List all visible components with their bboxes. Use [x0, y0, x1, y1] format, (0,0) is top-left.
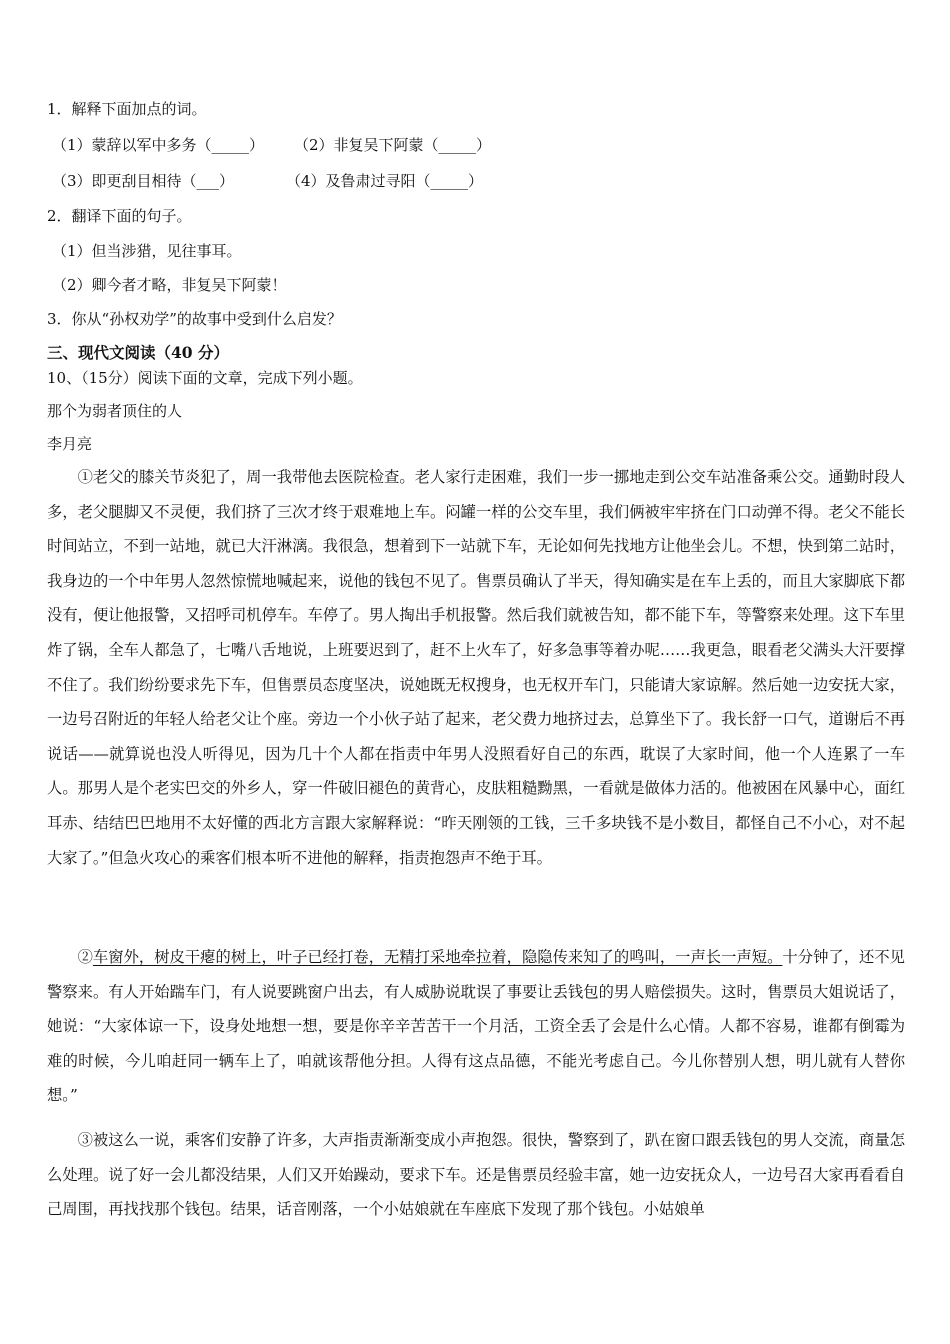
underlined-sentence: 车窗外，树皮干瘪的树上，叶子已经打卷，无精打采地牵拉着，隐隐传来知了的鸣叫，一声长一声短。 — [92, 948, 783, 966]
question-2-item-2: （2）卿今者才略，非复吴下阿蒙！ — [52, 276, 287, 294]
section-heading: 三、现代文阅读（40 分） — [47, 343, 229, 362]
article-paragraph-3: ③被这么一说，乘客们安静了许多，大声指责渐渐变成小声抱怨。很快，警察到了，趴在窗口跟丢钱包的男人交流，商量怎么处理。说了好一会儿都没结果，人们又开始躁动，要求下车。还是售票员经验丰富，她一边安抚众人，一边号召大家再看看自己周围，再找找那个钱包。结果，话音刚落，一个小姑娘就在车座底下发现了那个钱包。小姑娘单 — [47, 1131, 905, 1219]
article-title: 那个为弱者顶住的人 — [47, 402, 183, 420]
question-1-item-1: （1）蒙辞以军中多务（_____） — [52, 136, 265, 154]
question-1-title: 1．解释下面加点的词。 — [47, 100, 207, 118]
question-1-item-3: （3）即更刮目相待（___） — [52, 172, 235, 190]
question-2-item-1: （1）但当涉猎，见往事耳。 — [52, 242, 242, 260]
question-3-title: 3．你从“孙权劝学”的故事中受到什么启发？ — [47, 310, 342, 328]
question-1-item-4: （4）及鲁肃过寻阳（_____） — [286, 172, 484, 190]
article-paragraph-1: ①老父的膝关节炎犯了，周一我带他去医院检查。老人家行走困难，我们一步一挪地走到公交车站准备乘公交。通勤时段人多，老父腿脚又不灵便，我们挤了三次才终于艰难地上车。闷罐一样的公交车里，我们俩被牢牢挤在门口动弹不得。老父不能长时间站立，不到一站地，就已大汗淋漓。我很急，想着到下一站就下车，无论如何先找地方让他坐会儿。不想，快到第二站时，我身边的一个中年男人忽然惊慌地喊起来，说他的钱包不见了。售票员确认了半天，得知确实是在车上丢的，而且大家脚底下都没有，便让他报警，又招呼司机停车。车停了。男人掏出手机报警。然后我们就被告知，都不能下车，等警察来处理。这下车里炸了锅，全车人都急了，七嘴八舌地说，上班要迟到了，赶不上火车了，好多急事等着办呢……我更急，眼看老父满头大汗要撑不住了。我们纷纷要求先下车，但售票员态度坚决，说她既无权搜身，也无权开车门，只能请大家谅解。然后她一边安抚大家，一边号召附近的年轻人给老父让个座。旁边一个小伙子站了起来，老父费力地挤过去，总算坐下了。我长舒一口气，道谢后不再说话——就算说也没人听得见，因为几十个人都在指责中年男人没照看好自己的东西，耽误了大家时间，他一个人连累了一车人。那男人是个老实巴交的外乡人，穿一件破旧褪色的黄背心，皮肤粗糙黝黑，一看就是做体力活的。他被困在风暴中心，面红耳赤、结结巴巴地用不太好懂的西北方言跟大家解释说：“昨天刚领的工钱，三千多块钱不是小数目，都怪自己不小心，对不起大家了。”但急火攻心的乘客们根本听不进他的解释，指责抱怨声不绝于耳。 — [47, 468, 905, 867]
question-10-prompt: 10、（15分）阅读下面的文章，完成下列小题。 — [47, 369, 363, 387]
article-author: 李月亮 — [47, 435, 93, 453]
paragraph-2-number: ② — [77, 948, 93, 966]
question-2-title: 2．翻译下面的句子。 — [47, 207, 192, 225]
question-1-item-2: （2）非复吴下阿蒙（_____） — [294, 136, 492, 154]
article-paragraph-2 — [47, 940, 905, 1113]
paragraph-2-rest: 十分钟了，还不见警察来。有人开始踹车门，有人说要跳窗户出去，有人威胁说耽误了事要让丢钱包的男人赔偿损失。这时，售票员大姐说话了，她说：“大家体谅一下，设身处地想一想，要是你辛辛苦苦干一个月活，工资全丢了会是什么心情。人都不容易，谁都有倒霉为难的时候，今儿咱赶同一辆车上了，咱就该帮他分担。人得有这点品德，不能光考虑自己。今儿你替别人想，明儿就有人替你想。” — [47, 948, 905, 1105]
